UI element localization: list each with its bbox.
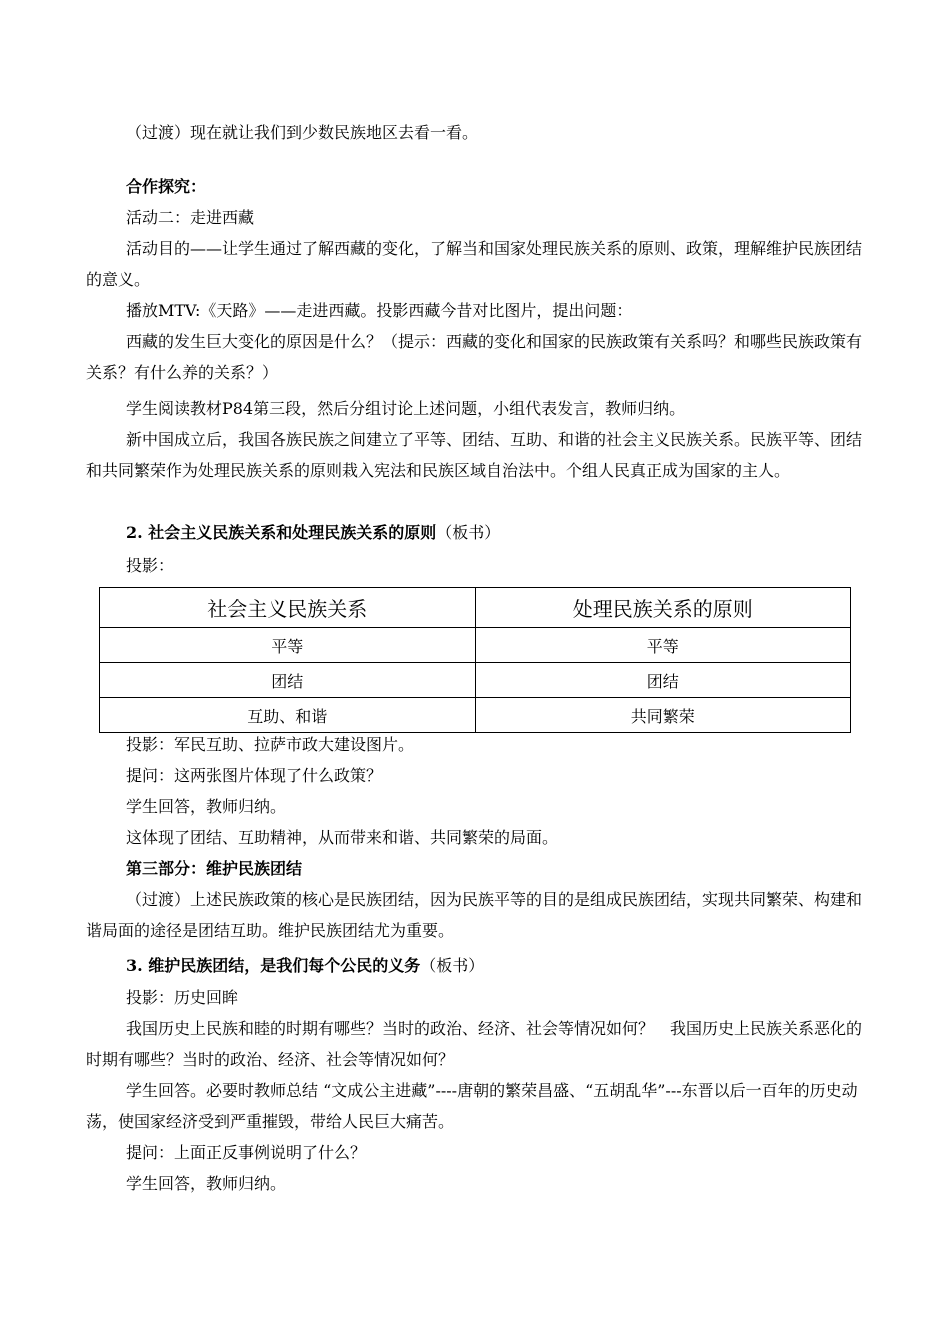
- transition-paragraph-2: （过渡）上述民族政策的核心是民族团结，因为民族平等的目的是组成民族团结，实现共同繁荣、构建和谐局面的途径是团结互助。维护民族团结尤为重要。: [86, 890, 863, 940]
- play-mtv-line: 播放MTV:《天路》——走进西藏。投影西藏今昔对比图片，提出问题：: [126, 301, 633, 320]
- table-row: [100, 698, 851, 733]
- board-note: （板书）: [420, 956, 485, 975]
- table-cell: 团结: [100, 663, 476, 698]
- question-tibet-change: 西藏的发生巨大变化的原因是什么？（提示：西藏的变化和国家的民族政策有关系吗？和哪些民族政策有关系？有什么养的关系？）: [86, 332, 863, 382]
- conclusion-line: 这体现了团结、互助精神，从而带来和谐、共同繁荣的局面。: [126, 828, 559, 847]
- table-row: [100, 628, 851, 663]
- ask-line-2: 提问：上面正反事例说明了什么？: [126, 1143, 367, 1162]
- answer-line-1: 学生回答，教师归纳。: [126, 797, 287, 816]
- history-projection: 投影：历史回眸: [126, 988, 239, 1007]
- history-question: 我国历史上民族和睦的时期有哪些？当时的政治、经济、社会等情况如何？ 我国历史上民族关系恶化的时期有哪些？当时的政治、经济、社会等情况如何？: [86, 1019, 863, 1069]
- section-2-title: 2. 社会主义民族关系和处理民族关系的原则: [126, 523, 437, 542]
- part-three-heading: 第三部分：维护民族团结: [126, 859, 303, 878]
- table-cell: 平等: [475, 628, 851, 663]
- table-header-row: [100, 588, 851, 628]
- table-cell: 互助、和谐: [100, 698, 476, 733]
- activity-two-title: 活动二：走进西藏: [126, 208, 255, 227]
- table-header-relations: 社会主义民族关系: [100, 588, 476, 628]
- table-cell: 共同繁荣: [475, 698, 851, 733]
- section-3-title: 3. 维护民族团结，是我们每个公民的义务: [126, 956, 421, 975]
- ask-line-1: 提问：这两张图片体现了什么政策？: [126, 766, 383, 785]
- history-answer: 学生回答。必要时教师总结 “文成公主进藏”----唐朝的繁荣昌盛、“五胡乱华”---东晋以后一百年的历史动荡，使国家经济受到严重摧毁，带给人民巨大痛苦。: [86, 1081, 858, 1131]
- ethnic-relations-table: [99, 587, 851, 733]
- activity-goal: 活动目的——让学生通过了解西藏的变化，了解当和国家处理民族关系的原则、政策，理解维护民族团结的意义。: [86, 239, 863, 289]
- section-2-heading: [86, 517, 866, 548]
- transition-line: （过渡）现在就让我们到少数民族地区去看一看。: [126, 123, 479, 142]
- table-row: [100, 663, 851, 698]
- board-note: （板书）: [436, 523, 501, 542]
- table-header-principles: 处理民族关系的原则: [475, 588, 851, 628]
- answer-line-3: 学生回答，教师归纳。: [126, 1174, 287, 1193]
- table-cell: 平等: [100, 628, 476, 663]
- projection-line-2: 投影：军民互助、拉萨市政大建设图片。: [126, 735, 415, 754]
- summary-paragraph: 新中国成立后，我国各族民族之间建立了平等、团结、互助、和谐的社会主义民族关系。民族平等、团结和共同繁荣作为处理民族关系的原则栽入宪法和民族区域自治法中。个组人民真正成为国家的主人。: [86, 430, 863, 480]
- section-3-heading: [86, 950, 866, 981]
- table-cell: 团结: [475, 663, 851, 698]
- projection-label: 投影：: [126, 556, 175, 575]
- reading-instruction: 学生阅读教材P84第三段，然后分组讨论上述问题，小组代表发言，教师归纳。: [126, 399, 686, 418]
- cooperative-inquiry-heading: 合作探究：: [126, 177, 207, 196]
